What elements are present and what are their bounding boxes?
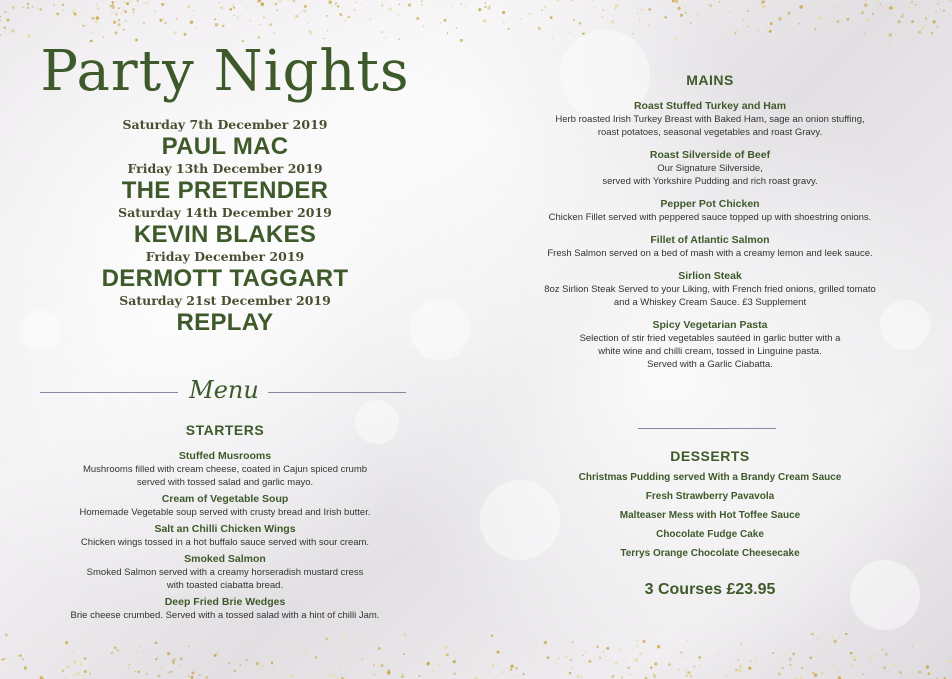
dish-desc: roast potatoes, seasonal vegetables and roast Gravy. — [597, 127, 823, 138]
dish-desc: Our Signature Silverside, — [657, 163, 763, 174]
dish-desc: with toasted ciabatta bread. — [166, 580, 284, 591]
starter-item — [40, 523, 410, 549]
top-sparkle-border — [0, 0, 952, 42]
event-act: PAUL MAC — [161, 133, 289, 160]
dish-name: Salt an Chilli Chicken Wings — [154, 523, 296, 535]
dish-name: Sirlion Steak — [678, 270, 742, 282]
dish-name: Roast Stuffed Turkey and Ham — [633, 100, 787, 112]
event-item — [30, 118, 420, 162]
dish-desc: 8oz Sirlion Steak Served to your Liking, with French fried onions, grilled tomato — [544, 284, 876, 295]
event-date: Friday 13th December 2019 — [127, 161, 323, 176]
party-nights-panel — [30, 40, 420, 338]
dish-name: Cream of Vegetable Soup — [161, 493, 289, 505]
menu-heading: Menu — [189, 376, 259, 404]
event-item — [30, 206, 420, 250]
dish-desc: served with tossed salad and garlic mayo. — [136, 477, 314, 488]
dish-desc: Herb roasted Irish Turkey Breast with Baked Ham, sage an onion stuffing, — [555, 114, 865, 125]
dessert-item: Malteaser Mess with Hot Toffee Sauce — [619, 510, 801, 521]
main-item — [520, 198, 900, 224]
main-item — [520, 319, 900, 371]
event-item — [30, 294, 420, 338]
events-list — [30, 118, 420, 338]
page-title: Party Nights — [40, 39, 410, 104]
event-item — [30, 250, 420, 294]
starter-item — [40, 493, 410, 519]
dish-name: Spicy Vegetarian Pasta — [652, 319, 768, 331]
main-item — [520, 234, 900, 260]
main-item — [520, 149, 900, 188]
dish-desc: Brie cheese crumbed. Served with a tossed salad with a hint of chilli Jam. — [70, 610, 380, 621]
desserts-divider — [638, 428, 776, 429]
starters-heading: STARTERS — [185, 422, 265, 438]
dish-name: Fillet of Atlantic Salmon — [650, 234, 770, 246]
dish-desc: Served with a Garlic Ciabatta. — [647, 359, 773, 370]
dish-desc: Homemade Vegetable soup served with crusty bread and Irish butter. — [79, 507, 371, 518]
dish-name: Stuffed Musrooms — [178, 450, 272, 462]
divider-line — [40, 392, 178, 393]
event-act: THE PRETENDER — [121, 177, 329, 204]
starter-item — [40, 553, 410, 592]
dish-desc: Selection of stir fried vegetables sautéed in garlic butter with a — [579, 333, 841, 344]
event-date: Saturday 7th December 2019 — [122, 117, 328, 132]
dish-name: Pepper Pot Chicken — [660, 198, 760, 210]
divider-line — [268, 392, 406, 393]
starter-item — [40, 596, 410, 622]
dish-desc: Mushrooms filled with cream cheese, coated in Cajun spiced crumb — [82, 464, 368, 475]
event-act: KEVIN BLAKES — [133, 221, 317, 248]
dish-desc: Chicken Fillet served with peppered sauce topped up with shoestring onions. — [548, 212, 872, 223]
dish-name: Deep Fried Brie Wedges — [164, 596, 286, 608]
main-item — [520, 100, 900, 139]
mains-heading: MAINS — [686, 72, 734, 88]
dessert-item: Terrys Orange Chocolate Cheesecake — [620, 548, 800, 559]
dish-desc: Fresh Salmon served on a bed of mash with a creamy lemon and leek sauce. — [547, 248, 873, 259]
dessert-item: Christmas Pudding served With a Brandy Cream Sauce — [578, 472, 842, 483]
main-item — [520, 270, 900, 309]
mains-section — [520, 72, 900, 381]
dish-desc: served with Yorkshire Pudding and rich roast gravy. — [602, 176, 818, 187]
dish-name: Roast Silverside of Beef — [649, 149, 771, 161]
sparkle-pattern — [0, 633, 952, 679]
dish-desc: Chicken wings tossed in a hot buffalo sauce served with sour cream. — [80, 537, 370, 548]
menu-divider — [40, 378, 406, 406]
desserts-section — [540, 448, 880, 599]
event-date: Friday December 2019 — [145, 249, 305, 264]
starter-item — [40, 450, 410, 489]
starters-section — [40, 422, 410, 622]
dish-name: Smoked Salmon — [184, 553, 266, 565]
dish-desc: and a Whiskey Cream Sauce. £3 Supplement — [613, 297, 807, 308]
event-date: Saturday 21st December 2019 — [119, 293, 331, 308]
bottom-sparkle-border — [0, 633, 952, 679]
event-date: Saturday 14th December 2019 — [118, 205, 332, 220]
dish-desc: Smoked Salmon served with a creamy horseradish mustard cress — [86, 567, 364, 578]
price-label: 3 Courses £23.95 — [644, 581, 776, 598]
sparkle-pattern — [0, 0, 952, 42]
event-act: DERMOTT TAGGART — [101, 265, 349, 292]
dish-desc: white wine and chilli cream, tossed in Linguine pasta. — [598, 346, 822, 357]
dessert-item: Fresh Strawberry Pavavola — [645, 491, 775, 502]
event-act: REPLAY — [176, 309, 274, 336]
event-item — [30, 162, 420, 206]
desserts-heading: DESSERTS — [670, 448, 750, 464]
dessert-item: Chocolate Fudge Cake — [656, 529, 764, 540]
